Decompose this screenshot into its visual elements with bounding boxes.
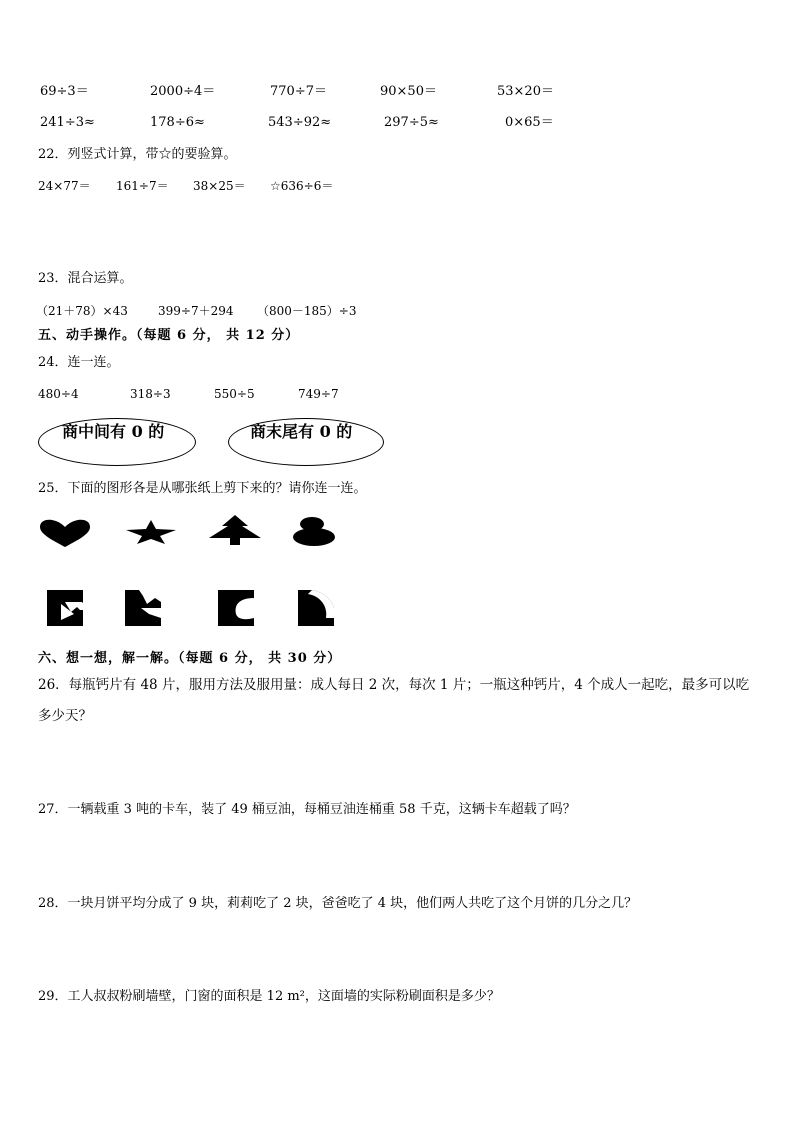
match-division-item: 550÷5 xyxy=(214,387,255,401)
paper-icon xyxy=(125,590,161,626)
calc-item: 770÷7＝ xyxy=(270,84,327,99)
paper-icon xyxy=(218,590,254,626)
calc-item: 178÷6≈ xyxy=(150,115,205,130)
question-26-text-cont: 多少天？ xyxy=(38,708,92,724)
calc-item: 2000÷4＝ xyxy=(150,84,216,99)
mixed-calc-item: （21＋78）×43 xyxy=(36,304,128,318)
match-division-item: 749÷7 xyxy=(298,387,339,401)
star-icon xyxy=(125,519,177,545)
calc-item: 0×65＝ xyxy=(505,115,554,130)
paper-icon xyxy=(298,590,334,626)
question-23-title: 23．混合运算。 xyxy=(38,271,133,286)
calc-item: 69÷3＝ xyxy=(40,84,89,99)
question-27-text: 27．一辆载重 3 吨的卡车，装了 49 桶豆油，每桶豆油连桶重 58 千克，这辆卡车超载了吗？ xyxy=(38,802,576,817)
tree-icon xyxy=(208,514,262,546)
section-6-title: 六、想一想，解一解。（每题 6 分， 共 30 分） xyxy=(38,651,342,666)
heart-icon xyxy=(38,518,92,548)
mixed-calc-item: （800－185）÷3 xyxy=(257,304,357,318)
mushroom-icon xyxy=(292,516,336,548)
match-division-item: 480÷4 xyxy=(38,387,79,401)
question-26-text: 26．每瓶钙片有 48 片，服用方法及服用量：成人每日 2 次，每次 1 片；一瓶这种钙片，4 个成人一起吃，最多可以吃 xyxy=(38,677,750,693)
question-24-title: 24．连一连。 xyxy=(38,355,120,370)
question-29-text: 29．工人叔叔粉刷墙壁，门窗的面积是 12 m²，这面墙的实际粉刷面积是多少？ xyxy=(38,989,500,1004)
vertical-calc-item: ☆636÷6＝ xyxy=(270,179,334,193)
paper-icon xyxy=(47,590,83,626)
oval-label: 商末尾有 0 的 xyxy=(250,422,353,441)
mixed-calc-item: 399÷7＋294 xyxy=(158,304,234,318)
oval-label: 商中间有 0 的 xyxy=(62,422,165,441)
question-25-title: 25．下面的图形各是从哪张纸上剪下来的？请你连一连。 xyxy=(38,481,367,496)
vertical-calc-item: 24×77＝ xyxy=(38,179,91,193)
calc-item: 543÷92≈ xyxy=(268,115,332,130)
vertical-calc-item: 38×25＝ xyxy=(193,179,246,193)
calc-item: 53×20＝ xyxy=(497,84,554,99)
calc-item: 90×50＝ xyxy=(380,84,437,99)
vertical-calc-item: 161÷7＝ xyxy=(116,179,169,193)
calc-item: 241÷3≈ xyxy=(40,115,95,130)
question-22-title: 22．列竖式计算，带☆的要验算。 xyxy=(38,147,237,162)
question-28-text: 28．一块月饼平均分成了 9 块，莉莉吃了 2 块，爸爸吃了 4 块，他们两人共吃了这个月饼的几分之几？ xyxy=(38,896,638,911)
calc-item: 297÷5≈ xyxy=(384,115,439,130)
match-division-item: 318÷3 xyxy=(130,387,171,401)
section-5-title: 五、动手操作。（每题 6 分， 共 12 分） xyxy=(38,328,300,343)
